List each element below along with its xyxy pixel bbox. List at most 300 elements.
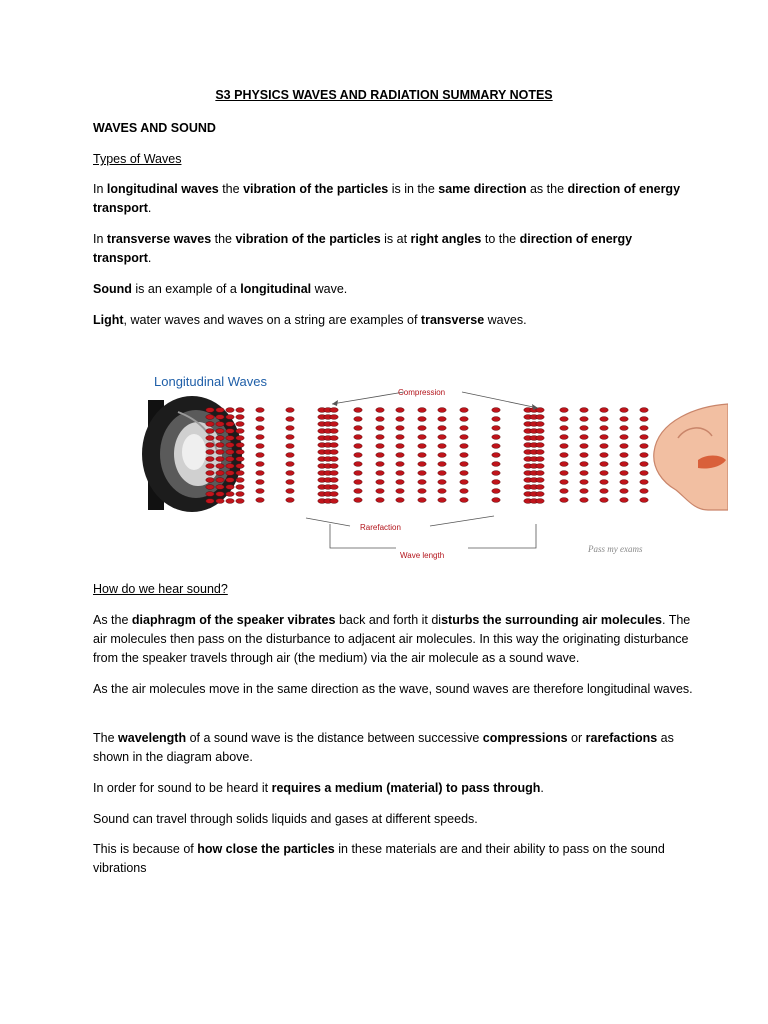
bold-run: direction of energy transport bbox=[93, 182, 681, 215]
bold-run: vibration of the particles bbox=[235, 232, 381, 246]
bold-run: transverse bbox=[420, 313, 485, 327]
air-particle bbox=[396, 480, 404, 485]
air-particle bbox=[354, 462, 362, 467]
air-particle bbox=[396, 435, 404, 440]
air-particle bbox=[560, 462, 568, 467]
text-run: The bbox=[93, 731, 119, 745]
air-particle bbox=[560, 417, 568, 422]
air-particle bbox=[536, 443, 544, 448]
text-run: is an example of a bbox=[131, 282, 241, 296]
air-particle bbox=[256, 417, 264, 422]
text-run: as the bbox=[526, 182, 568, 196]
air-particle bbox=[226, 499, 234, 504]
air-particle bbox=[640, 498, 648, 503]
air-particle bbox=[354, 435, 362, 440]
air-particle bbox=[206, 415, 214, 420]
air-particle bbox=[492, 426, 500, 431]
air-particle bbox=[460, 489, 468, 494]
air-particle bbox=[580, 417, 588, 422]
air-particle bbox=[460, 408, 468, 413]
air-particle bbox=[216, 464, 224, 469]
air-particle bbox=[330, 499, 338, 504]
air-particle bbox=[330, 471, 338, 476]
air-particle bbox=[376, 453, 384, 458]
air-particle bbox=[492, 453, 500, 458]
bold-run: how close the particles bbox=[197, 842, 335, 856]
text-run: . bbox=[540, 781, 544, 795]
air-particle bbox=[460, 462, 468, 467]
air-particle bbox=[600, 408, 608, 413]
bold-run: longitudinal waves bbox=[106, 182, 219, 196]
air-particle bbox=[620, 462, 628, 467]
air-particle bbox=[236, 471, 244, 476]
air-particle bbox=[438, 426, 446, 431]
air-particle bbox=[216, 436, 224, 441]
air-particle bbox=[418, 489, 426, 494]
air-particle bbox=[256, 471, 264, 476]
text-run: of a sound wave is the distance between successive bbox=[186, 731, 483, 745]
air-particle bbox=[206, 499, 214, 504]
subheading-how-we-hear: How do we hear sound? bbox=[93, 582, 228, 596]
air-particle bbox=[256, 444, 264, 449]
air-particle bbox=[286, 417, 294, 422]
air-particle bbox=[330, 415, 338, 420]
paragraph-speeds: Sound can travel through solids liquids and gases at different speeds. bbox=[93, 812, 478, 826]
air-particle bbox=[418, 462, 426, 467]
air-particle bbox=[600, 435, 608, 440]
air-particle bbox=[492, 444, 500, 449]
air-particle bbox=[600, 417, 608, 422]
air-particle bbox=[396, 444, 404, 449]
air-particle bbox=[354, 417, 362, 422]
air-particle bbox=[460, 417, 468, 422]
air-particle bbox=[536, 499, 544, 504]
air-particle bbox=[376, 426, 384, 431]
text-run: or bbox=[567, 731, 586, 745]
air-particle bbox=[460, 453, 468, 458]
air-particle bbox=[640, 426, 648, 431]
air-particle bbox=[206, 492, 214, 497]
air-particle bbox=[354, 489, 362, 494]
air-particle bbox=[580, 408, 588, 413]
air-particle bbox=[536, 429, 544, 434]
air-particle bbox=[216, 443, 224, 448]
air-particle bbox=[206, 450, 214, 455]
air-particle bbox=[418, 480, 426, 485]
paragraph-medium bbox=[93, 779, 693, 798]
air-particle bbox=[418, 498, 426, 503]
air-particle bbox=[620, 444, 628, 449]
air-particle bbox=[256, 489, 264, 494]
air-particle bbox=[396, 417, 404, 422]
text-run: wave. bbox=[311, 282, 348, 296]
air-particle bbox=[286, 408, 294, 413]
air-particle bbox=[460, 498, 468, 503]
air-particle bbox=[640, 471, 648, 476]
air-particle bbox=[206, 436, 214, 441]
air-particle bbox=[600, 480, 608, 485]
air-particle bbox=[492, 435, 500, 440]
air-particle bbox=[640, 435, 648, 440]
air-particle bbox=[460, 444, 468, 449]
bold-run: wavelength bbox=[118, 731, 187, 745]
air-particle bbox=[620, 471, 628, 476]
paragraph-particles bbox=[93, 840, 693, 878]
watermark-logo: Pass my exams bbox=[588, 544, 643, 554]
air-particle bbox=[438, 498, 446, 503]
air-particle bbox=[236, 408, 244, 413]
air-particle bbox=[354, 408, 362, 413]
air-particle bbox=[286, 453, 294, 458]
air-particle bbox=[330, 450, 338, 455]
text-run: in these materials are and their ability to pass on the sound vibrations bbox=[93, 842, 665, 875]
bold-run: direction of energy transport bbox=[93, 232, 633, 265]
air-particle bbox=[206, 429, 214, 434]
air-particle bbox=[216, 450, 224, 455]
air-particle bbox=[640, 489, 648, 494]
air-particle bbox=[216, 478, 224, 483]
air-particle bbox=[580, 471, 588, 476]
air-particle bbox=[492, 480, 500, 485]
text-run: . bbox=[147, 201, 152, 215]
paragraph-light bbox=[93, 311, 693, 330]
air-particle bbox=[560, 480, 568, 485]
air-particle bbox=[256, 462, 264, 467]
air-particle bbox=[620, 408, 628, 413]
rarefaction-marker bbox=[306, 516, 494, 532]
air-particle bbox=[438, 417, 446, 422]
air-particle bbox=[286, 489, 294, 494]
air-particle bbox=[376, 489, 384, 494]
air-particle bbox=[560, 408, 568, 413]
air-particle bbox=[580, 480, 588, 485]
air-particle bbox=[620, 489, 628, 494]
air-particle bbox=[620, 453, 628, 458]
air-particle bbox=[640, 453, 648, 458]
air-particle bbox=[492, 489, 500, 494]
text-run: waves. bbox=[484, 313, 527, 327]
bold-run: longitudinal bbox=[240, 282, 312, 296]
air-particle bbox=[286, 471, 294, 476]
air-particle bbox=[396, 408, 404, 413]
bold-run: rarefactions bbox=[585, 731, 658, 745]
air-particle bbox=[376, 471, 384, 476]
air-particle bbox=[226, 492, 234, 497]
air-particle bbox=[256, 480, 264, 485]
air-particle bbox=[600, 471, 608, 476]
air-particle bbox=[330, 485, 338, 490]
text-run: In order for sound to be heard it bbox=[93, 781, 272, 795]
air-particle bbox=[536, 436, 544, 441]
air-particle bbox=[286, 426, 294, 431]
air-particle bbox=[226, 457, 234, 462]
air-particle bbox=[354, 453, 362, 458]
air-particle bbox=[330, 436, 338, 441]
air-particle bbox=[286, 480, 294, 485]
air-particle bbox=[236, 478, 244, 483]
air-particle bbox=[580, 462, 588, 467]
air-particle bbox=[560, 426, 568, 431]
air-particle bbox=[620, 498, 628, 503]
text-run: to the bbox=[481, 232, 520, 246]
air-particle bbox=[536, 450, 544, 455]
air-particle bbox=[376, 408, 384, 413]
air-particle bbox=[396, 489, 404, 494]
air-particle bbox=[376, 480, 384, 485]
air-particle bbox=[206, 478, 214, 483]
air-particle bbox=[376, 498, 384, 503]
air-particle bbox=[226, 429, 234, 434]
air-particle bbox=[418, 435, 426, 440]
air-particle bbox=[580, 426, 588, 431]
bold-run: requires a medium (material) to pass through bbox=[271, 781, 541, 795]
air-particle bbox=[620, 435, 628, 440]
text-run: This is because of bbox=[93, 842, 198, 856]
air-particle bbox=[236, 436, 244, 441]
air-particle bbox=[206, 464, 214, 469]
air-particle bbox=[600, 453, 608, 458]
air-particle bbox=[256, 435, 264, 440]
air-particle bbox=[376, 435, 384, 440]
air-particle bbox=[206, 471, 214, 476]
air-particle bbox=[236, 485, 244, 490]
air-particle bbox=[536, 422, 544, 427]
air-particle bbox=[226, 422, 234, 427]
air-particle bbox=[236, 492, 244, 497]
air-particle bbox=[418, 453, 426, 458]
air-particle bbox=[226, 485, 234, 490]
air-particle bbox=[536, 478, 544, 483]
air-particle bbox=[216, 457, 224, 462]
air-particle bbox=[330, 478, 338, 483]
text-run: , water waves and waves on a string are examples of bbox=[123, 313, 421, 327]
air-particle bbox=[396, 453, 404, 458]
paragraph-hearing bbox=[93, 611, 693, 668]
air-particle bbox=[330, 429, 338, 434]
air-particle bbox=[560, 471, 568, 476]
bold-run: transverse waves bbox=[106, 232, 212, 246]
bold-run: diaphragm of the speaker vibrates bbox=[131, 613, 336, 627]
air-particle bbox=[492, 498, 500, 503]
air-particle bbox=[438, 489, 446, 494]
air-particle bbox=[376, 462, 384, 467]
air-particle bbox=[236, 415, 244, 420]
air-particle bbox=[492, 408, 500, 413]
air-particle bbox=[396, 426, 404, 431]
section-heading: WAVES AND SOUND bbox=[93, 121, 216, 135]
air-particle bbox=[492, 417, 500, 422]
air-particle bbox=[438, 408, 446, 413]
air-particle bbox=[536, 415, 544, 420]
air-particle bbox=[354, 471, 362, 476]
air-particle bbox=[216, 492, 224, 497]
bold-run: compressions bbox=[482, 731, 568, 745]
air-particle bbox=[620, 480, 628, 485]
air-particle bbox=[438, 480, 446, 485]
air-particle bbox=[226, 478, 234, 483]
air-particle bbox=[286, 444, 294, 449]
air-particle bbox=[492, 462, 500, 467]
air-particle bbox=[354, 498, 362, 503]
text-run: as shown in the diagram above. bbox=[93, 731, 674, 764]
air-particle bbox=[330, 422, 338, 427]
air-particle bbox=[620, 417, 628, 422]
air-particle bbox=[580, 453, 588, 458]
bold-run: vibration of the particles bbox=[243, 182, 389, 196]
paragraph-transverse bbox=[93, 230, 693, 268]
document-title: S3 PHYSICS WAVES AND RADIATION SUMMARY NOTES bbox=[215, 88, 553, 102]
text-run: the bbox=[218, 182, 244, 196]
air-particle bbox=[438, 453, 446, 458]
paragraph-longitudinal bbox=[93, 180, 693, 218]
ear-icon bbox=[654, 404, 728, 510]
air-particle bbox=[460, 471, 468, 476]
bold-run: right angles bbox=[410, 232, 482, 246]
text-run: . The air molecules then pass on the disturbance to adjacent air molecules. In this way the originating disturbance from the speaker travels through air (the medium) via the air molecule as a sound wave. bbox=[93, 613, 691, 665]
air-particle bbox=[396, 462, 404, 467]
air-particle bbox=[418, 408, 426, 413]
air-particle bbox=[560, 453, 568, 458]
air-particle bbox=[640, 408, 648, 413]
air-particles bbox=[206, 408, 648, 504]
paragraph-direction: As the air molecules move in the same direction as the wave, sound waves are therefore longitudinal waves. bbox=[93, 682, 693, 696]
air-particle bbox=[236, 429, 244, 434]
air-particle bbox=[330, 457, 338, 462]
air-particle bbox=[438, 444, 446, 449]
air-particle bbox=[418, 426, 426, 431]
air-particle bbox=[620, 426, 628, 431]
air-particle bbox=[640, 480, 648, 485]
air-particle bbox=[216, 408, 224, 413]
paragraph-wavelength bbox=[93, 729, 693, 767]
air-particle bbox=[286, 462, 294, 467]
air-particle bbox=[206, 422, 214, 427]
air-particle bbox=[206, 485, 214, 490]
air-particle bbox=[536, 471, 544, 476]
air-particle bbox=[600, 489, 608, 494]
text-run: is in the bbox=[388, 182, 439, 196]
air-particle bbox=[216, 415, 224, 420]
air-particle bbox=[560, 444, 568, 449]
air-particle bbox=[354, 426, 362, 431]
text-run: . bbox=[147, 251, 152, 265]
air-particle bbox=[600, 498, 608, 503]
air-particle bbox=[206, 408, 214, 413]
air-particle bbox=[580, 444, 588, 449]
air-particle bbox=[580, 435, 588, 440]
air-particle bbox=[460, 426, 468, 431]
air-particle bbox=[236, 422, 244, 427]
air-particle bbox=[236, 450, 244, 455]
air-particle bbox=[560, 489, 568, 494]
compression-label: Compression bbox=[398, 388, 446, 397]
air-particle bbox=[438, 462, 446, 467]
text-run: In bbox=[93, 232, 107, 246]
text-run: As the bbox=[93, 613, 132, 627]
air-particle bbox=[354, 480, 362, 485]
air-particle bbox=[438, 435, 446, 440]
air-particle bbox=[256, 498, 264, 503]
air-particle bbox=[600, 426, 608, 431]
air-particle bbox=[236, 457, 244, 462]
air-particle bbox=[536, 485, 544, 490]
air-particle bbox=[376, 444, 384, 449]
air-particle bbox=[216, 471, 224, 476]
air-particle bbox=[536, 457, 544, 462]
air-particle bbox=[376, 417, 384, 422]
air-particle bbox=[216, 485, 224, 490]
compression-marker bbox=[332, 388, 538, 410]
air-particle bbox=[560, 498, 568, 503]
air-particle bbox=[330, 464, 338, 469]
air-particle bbox=[286, 435, 294, 440]
air-particle bbox=[418, 471, 426, 476]
air-particle bbox=[580, 489, 588, 494]
air-particle bbox=[396, 498, 404, 503]
air-particle bbox=[226, 450, 234, 455]
text-run: the bbox=[211, 232, 236, 246]
air-particle bbox=[236, 499, 244, 504]
wavelength-label: Wave length bbox=[400, 551, 445, 560]
bold-run: Light bbox=[93, 313, 124, 327]
air-particle bbox=[580, 498, 588, 503]
text-run: In bbox=[93, 182, 107, 196]
air-particle bbox=[396, 471, 404, 476]
air-particle bbox=[226, 471, 234, 476]
air-particle bbox=[216, 499, 224, 504]
air-particle bbox=[536, 492, 544, 497]
air-particle bbox=[226, 415, 234, 420]
air-particle bbox=[460, 435, 468, 440]
air-particle bbox=[256, 453, 264, 458]
text-run: back and forth it di bbox=[335, 613, 442, 627]
longitudinal-wave-figure bbox=[138, 368, 728, 568]
air-particle bbox=[226, 436, 234, 441]
air-particle bbox=[560, 435, 568, 440]
air-particle bbox=[460, 480, 468, 485]
air-particle bbox=[226, 408, 234, 413]
wave-diagram bbox=[138, 368, 728, 568]
air-particle bbox=[330, 408, 338, 413]
air-particle bbox=[206, 443, 214, 448]
air-particle bbox=[330, 492, 338, 497]
bold-run: same direction bbox=[438, 182, 527, 196]
air-particle bbox=[418, 444, 426, 449]
air-particle bbox=[286, 498, 294, 503]
air-particle bbox=[640, 444, 648, 449]
air-particle bbox=[216, 422, 224, 427]
paragraph-sound bbox=[93, 280, 693, 299]
bold-run: Sound bbox=[93, 282, 132, 296]
air-particle bbox=[492, 471, 500, 476]
text-run: is at bbox=[380, 232, 411, 246]
air-particle bbox=[226, 443, 234, 448]
rarefaction-label: Rarefaction bbox=[360, 523, 401, 532]
air-particle bbox=[354, 444, 362, 449]
air-particle bbox=[206, 457, 214, 462]
air-particle bbox=[256, 408, 264, 413]
bold-run: sturbs the surrounding air molecules bbox=[441, 613, 662, 627]
air-particle bbox=[600, 462, 608, 467]
air-particle bbox=[438, 471, 446, 476]
figure-title: Longitudinal Waves bbox=[154, 374, 267, 389]
air-particle bbox=[600, 444, 608, 449]
air-particle bbox=[236, 443, 244, 448]
subheading-types-of-waves: Types of Waves bbox=[93, 152, 182, 166]
air-particle bbox=[256, 426, 264, 431]
air-particle bbox=[226, 464, 234, 469]
air-particle bbox=[216, 429, 224, 434]
